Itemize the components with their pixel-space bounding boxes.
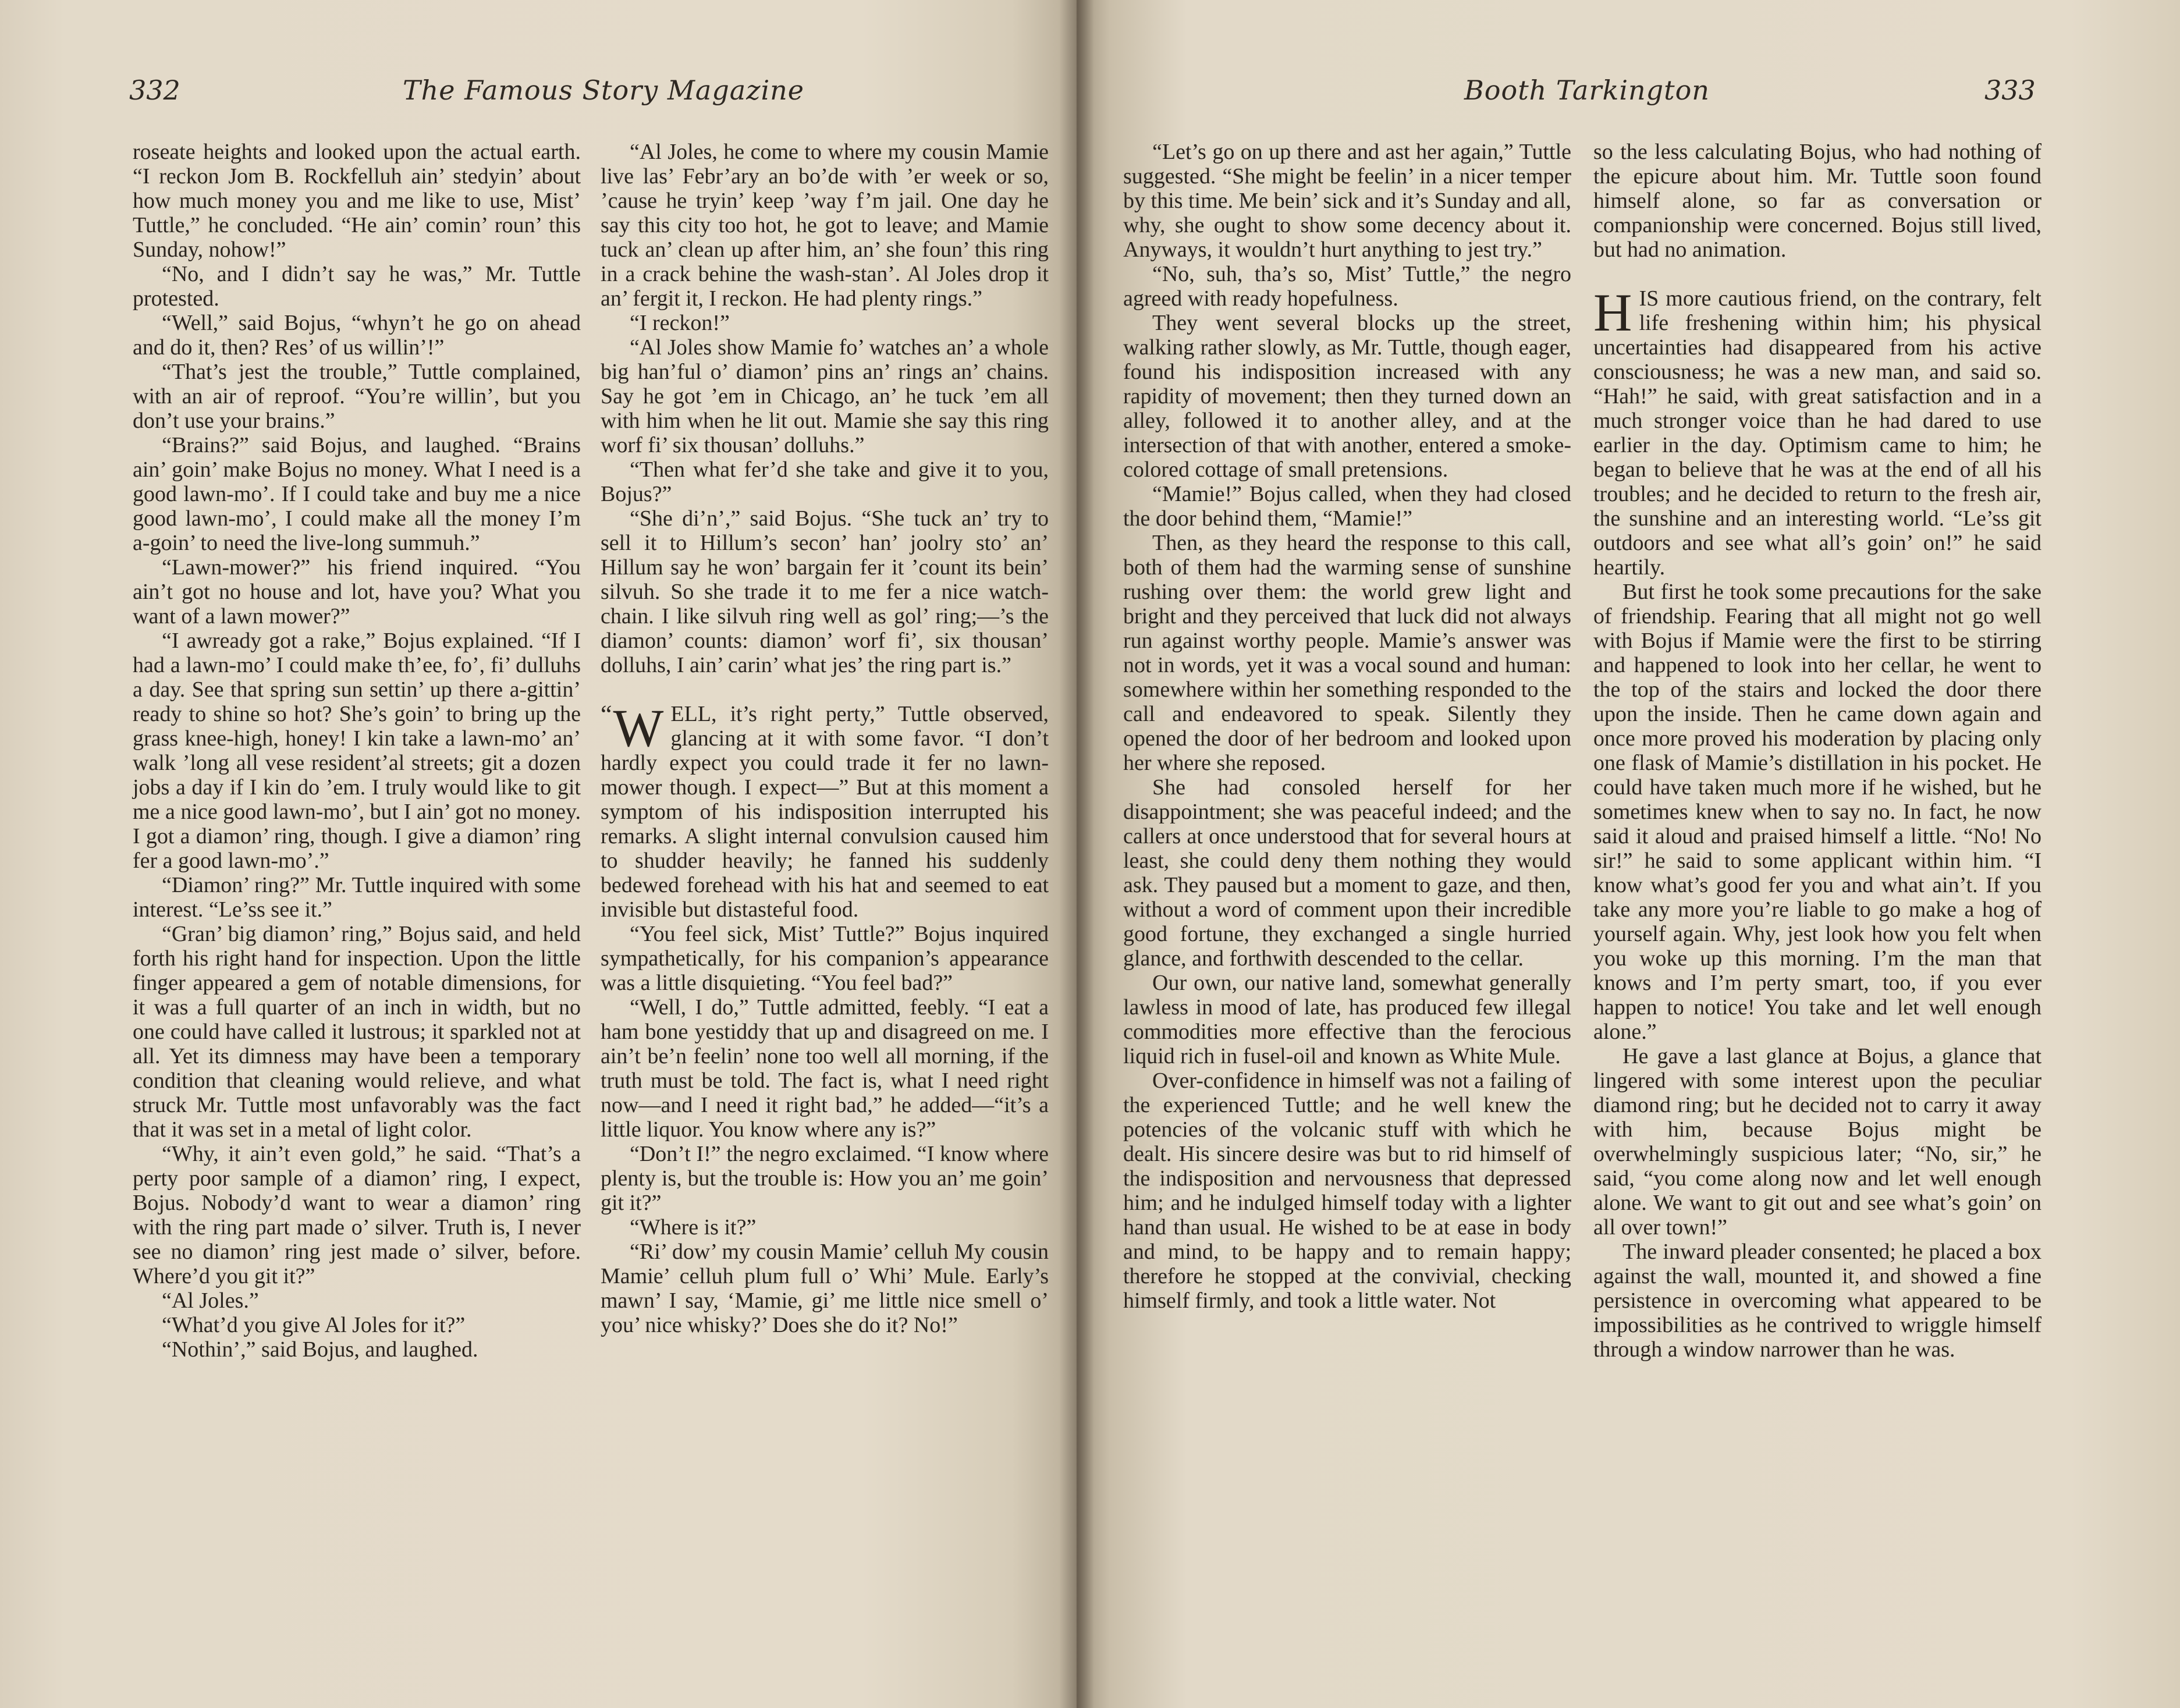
paragraph: “Where is it?” [630, 1215, 757, 1240]
paragraph: Over-confidence in himself was not a failing of the experienced Tuttle; and he well knew the potencies of the volcanic stuff with which he dealt. His sincere desire was but to rid himself of the indisposition and nervousness that depressed him; and he indulged himself today with a lighter hand than usual. He wished to be at ease in body and mind, to be happy and to remain happy; therefore he stopped at the convivial, checking himself firmly, and took a little water. Not [1123, 1068, 1571, 1313]
paragraph: “Al Joles, he come to where my cousin Mamie live las’ Febr’ary an bo’de with ’er week or so, ’cause he tryin’ keep ’way f’m jail. One day he say this city too hot, he got to leave; and Mamie tuck an’ clean up after him, an’ she foun’ this ring in a crack behine the wash-stan’. Al Joles drop it an’ fergit it, I reckon. He had plenty rings.” [601, 140, 1049, 311]
paragraph: “Lawn-mower?” his friend inquired. “You ain’t got no house and lot, have you? What you want of a lawn mower?” [133, 555, 581, 628]
paragraph: “Why, it ain’t even gold,” he said. “That’s a perty poor sample of a diamon’ ring, I expect, Bojus. Nobody’d want to wear a diamon’ ring with the ring part made o’ silver. Truth is, I never see no diamon’ ring jest made o’ silver, before. Where’d you git it?” [133, 1142, 581, 1288]
drop-cap: W [613, 698, 664, 758]
section-paragraph [1593, 283, 2041, 580]
left-running-title: The Famous Story Magazine [403, 74, 805, 106]
paragraph: “Mamie!” Bojus called, when they had closed the door behind them, “Mamie!” [1123, 482, 1571, 531]
left-column-1 [133, 140, 581, 1362]
section-text: IS more cautious friend, on the contrary, felt life freshening within him; his physical uncertainties had disappeared from his active consciousness; he was a new man, and said so. “Hah!” he said, with great satisfaction and in a much stronger voice than he had dared to use earlier in the day. Optimism came to him; he began to believe that he was at the end of all his troubles; and he decided to return to the fresh air, the sunshine and an interesting world. “Le’ss git outdoors and see what all’s goin’ on!” he said heartily. [1593, 286, 2041, 580]
paragraph: “Diamon’ ring?” Mr. Tuttle inquired with some interest. “Le’ss see it.” [133, 873, 581, 922]
left-page [0, 0, 1077, 1708]
paragraph: “Let’s go on up there and ast her again,” Tuttle suggested. “She might be feelin’ in a nicer temper by this time. Me bein’ sick and it’s Sunday and all, why, she ought to show some decency about it. Anyways, it wouldn’t hurt anything to jest try.” [1123, 140, 1571, 262]
paragraph: “She di’n’,” said Bojus. “She tuck an’ try to sell it to Hillum’s secon’ han’ joolry sto’ an’ Hillum say he won’ bargain fer it ’count its bein’ silvuh. So she trade it to me fer a nice watch-chain. I like silvuh ring well as gol’ ring;—’s the diamon’ counts: diamon’ worf fi’, six thousan’ dolluhs, I ain’ carin’ what jes’ the ring part is.” [601, 506, 1049, 677]
paragraph: “Al Joles.” [162, 1288, 259, 1313]
left-column-2 [601, 140, 1049, 1337]
paragraph: “Brains?” said Bojus, and laughed. “Brains ain’ goin’ make Bojus no money. What I need is a good lawn-mo’. If I could take and buy me a nice good lawn-mo’, I could make all the money I’m a-goin’ to need the live-long summuh.” [133, 433, 581, 555]
paragraph: roseate heights and looked upon the actual earth. “I reckon Jom B. Rockfelluh ain’ stedyin’ about how much money you and me like to use, Mist’ Tuttle,” he concluded. “He ain’ comin’ roun’ this Sunday, nohow!” [133, 140, 581, 262]
paragraph: But first he took some precautions for the sake of friendship. Fearing that all might not go well with Bojus if Mamie were the first to be stirring and happened to look into her cellar, he went to the top of the stairs and locked the door there upon the inside. Then he came down again and once more proved his moderation by placing only one flask of Mamie’s distillation in his pocket. He could have taken much more if he wished, but he sometimes knew when to say no. In fact, he now said it aloud and praised himself a little. “No! No sir!” he said to some applicant within him. “I know what’s good fer you and what ain’t. If you take any more you’re liable to go make a hog of yourself again. Why, jest look how you felt when you woke up this morning. I’m the man that knows and I’m perty smart, too, if you ever happen to notice! You take and let well enough alone.” [1593, 580, 2041, 1044]
right-column-2 [1593, 140, 2041, 1362]
paragraph: “Well,” said Bojus, “whyn’t he go on ahead and do it, then? Res’ of us willin’!” [133, 311, 581, 360]
drop-cap: H [1593, 283, 1632, 342]
paragraph: “No, and I didn’t say he was,” Mr. Tuttle protested. [133, 262, 581, 311]
section-paragraph [601, 698, 1049, 922]
paragraph: “Then what fer’d she take and give it to you, Bojus?” [601, 457, 1049, 506]
paragraph: “No, suh, tha’s so, Mist’ Tuttle,” the negro agreed with ready hopefulness. [1123, 262, 1571, 311]
paragraph: so the less calculating Bojus, who had nothing of the epicure about him. Mr. Tuttle soon found himself alone, so far as conversation or companionship were concerned. Bojus still lived, but had no animation. [1593, 140, 2041, 262]
paragraph: “I awready got a rake,” Bojus explained. “If I had a lawn-mo’ I could make th’ee, fo’, fi’ dulluhs a day. See that spring sun settin’ up there a-gittin’ ready to shine so hot? She’s goin’ to bring up the grass knee-high, honey! I kin take a lawn-mo’ an’ walk ’long all vese resident’al streets; git a dozen jobs a day if I kin do ’em. I truly would like to git me a nice good lawn-mo’, but I ain’ got no money. I got a diamon’ ring, though. I give a diamon’ ring fer a good lawn-mo’.” [133, 628, 581, 873]
right-page [1077, 0, 2180, 1708]
paragraph: He gave a last glance at Bojus, a glance that lingered with some interest upon the peculiar diamond ring; but he decided not to carry it away with him, because Bojus might be overwhelmingly suspicious later; “No, sir,” he said, “you come along now and let well enough alone. We want to git out and see what’s goin’ on all over town!” [1593, 1044, 2041, 1240]
paragraph: “Don’t I!” the negro exclaimed. “I know where plenty is, but the trouble is: How you an’ me goin’ git it?” [601, 1142, 1049, 1215]
paragraph: Then, as they heard the response to this call, both of them had the warming sense of sunshine rushing over them: the world grew light and bright and they perceived that luck did not always run against worthy people. Mamie’s answer was not in words, yet it was a vocal sound and human: somewhere within her something responded to the call and endeavored to speak. Silently they opened the door of her bedroom and looked upon her where she reposed. [1123, 531, 1571, 775]
paragraph: “You feel sick, Mist’ Tuttle?” Bojus inquired sympathetically, for his companion’s appearance was a little disquieting. “You feel bad?” [601, 922, 1049, 995]
paragraph: “I reckon!” [630, 311, 730, 335]
paragraph: “What’d you give Al Joles for it?” [162, 1313, 466, 1337]
right-column-1 [1123, 140, 1571, 1313]
paragraph: “That’s jest the trouble,” Tuttle complained, with an air of reproof. “You’re willin’, but you don’t use your brains.” [133, 360, 581, 433]
left-page-number: 332 [129, 74, 180, 106]
paragraph: The inward pleader consented; he placed a box against the wall, mounted it, and showed a fine persistence in overcoming what appeared to be impossibilities as he contrived to wriggle himself through a window narrower than he was. [1593, 1240, 2041, 1362]
paragraph: “Well, I do,” Tuttle admitted, feebly. “I eat a ham bone yestiddy that up and disagreed on me. I ain’t be’n feelin’ none too well all morning, if the truth must be told. The fact is, what I need right now—and I need it right bad,” he added—“it’s a little liquor. You know where any is?” [601, 995, 1049, 1142]
right-page-number: 333 [1984, 74, 2036, 106]
book-gutter [1059, 0, 1094, 1708]
paragraph: Our own, our native land, somewhat generally lawless in mood of late, has produced few illegal commodities more effective than the ferocious liquid rich in fusel-oil and known as White Mule. [1123, 971, 1571, 1068]
paragraph: “Ri’ dow’ my cousin Mamie’ celluh My cousin Mamie’ celluh plum full o’ Whi’ Mule. Early’s mawn’ I say, ‘Mamie, gi’ me little nice smell o’ you’ nice whisky?’ Does she do it? No!” [601, 1240, 1049, 1337]
paragraph: “Al Joles show Mamie fo’ watches an’ a whole big han’ful o’ diamon’ pins an’ rings an’ chains. Say he got ’em in Chicago, an’ he tuck ’em all with him when he lit out. Mamie she say this ring worf fi’ six thousan’ dolluhs.” [601, 335, 1049, 457]
section-text: ELL, it’s right perty,” Tuttle observed, glancing at it with some favor. “I don’t hardly expect you could trade it fer no lawn-mower though. I expect—” But at this moment a symptom of his indisposition interrupted his remarks. A slight internal convulsion caused him to shudder heavily; he fanned his suddenly bedewed forehead with his hat and seemed to eat invisible but distasteful food. [601, 702, 1049, 922]
right-running-title: Booth Tarkington [1464, 74, 1710, 106]
drop-cap-quote: “ [601, 700, 612, 729]
paragraph: She had consoled herself for her disappointment; she was peaceful indeed; and the callers at once understood that for several hours at least, she could deny them nothing they would ask. They paused but a moment to gaze, and then, without a word of comment upon their incredible good fortune, they exchanged a single hurried glance, and forthwith descended to the cellar. [1123, 775, 1571, 971]
paragraph: They went several blocks up the street, walking rather slowly, as Mr. Tuttle, though eager, found his indisposition increased with any rapidity of movement; then they turned down an alley, followed it to another alley, and at the intersection of that with another, entered a smoke-colored cottage of small pretensions. [1123, 311, 1571, 482]
paragraph: “Nothin’,” said Bojus, and laughed. [162, 1337, 478, 1362]
paragraph: “Gran’ big diamon’ ring,” Bojus said, and held forth his right hand for inspection. Upon the little finger appeared a gem of notable dimensions, for it was a full quarter of an inch in width, but no one could have called it lustrous; it sparkled not at all. Yet its dimness may have been a temporary condition that cleaning would relieve, and what struck Mr. Tuttle most unfavorably was the fact that it was set in a metal of light color. [133, 922, 581, 1142]
